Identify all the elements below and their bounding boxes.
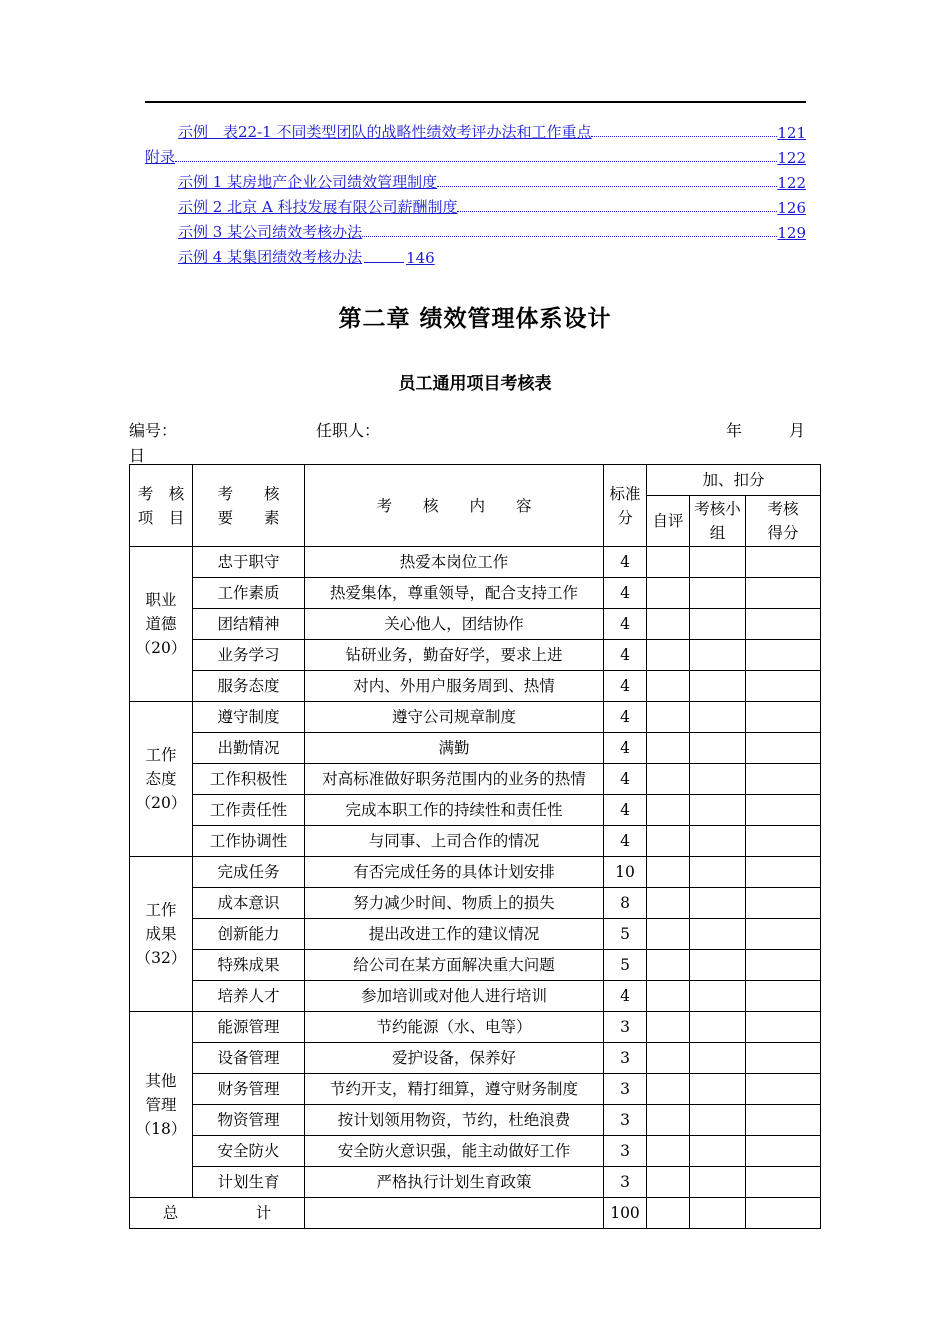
table-row (130, 578, 821, 609)
element-cell: 培养人才 (193, 981, 305, 1012)
standard-score-cell: 4 (604, 764, 647, 795)
standard-score-cell: 4 (604, 609, 647, 640)
category-label: 道德 (145, 615, 177, 633)
final-score-cell[interactable] (746, 609, 821, 640)
header-item: 考 核 项 目 (130, 465, 193, 547)
table-row (130, 1043, 821, 1074)
final-score-cell[interactable] (746, 671, 821, 702)
toc-leader (364, 262, 404, 263)
final-score-cell[interactable] (746, 1012, 821, 1043)
standard-score-cell: 5 (604, 919, 647, 950)
table-row (130, 981, 821, 1012)
group-eval-cell[interactable] (690, 919, 746, 950)
total-content-cell (305, 1198, 604, 1229)
table-row (130, 1012, 821, 1043)
table-row (130, 888, 821, 919)
self-eval-cell[interactable] (647, 888, 690, 919)
table-row (130, 547, 821, 578)
content-cell: 遵守公司规章制度 (305, 702, 604, 733)
category-label: （18） (135, 1119, 187, 1138)
standard-score-cell: 4 (604, 702, 647, 733)
content-cell: 节约开支，精打细算，遵守财务制度 (305, 1074, 604, 1105)
toc-entry[interactable] (145, 167, 806, 192)
toc-entry-label[interactable]: 示例 3 某公司绩效考核办法 (178, 223, 363, 241)
group-eval-cell[interactable] (690, 733, 746, 764)
standard-score-cell: 3 (604, 1043, 647, 1074)
group-eval-cell[interactable] (690, 1043, 746, 1074)
element-cell: 工作积极性 (193, 764, 305, 795)
standard-score-cell: 4 (604, 547, 647, 578)
self-eval-cell[interactable] (647, 1105, 690, 1136)
toc-entry-label[interactable]: 附录 (145, 148, 176, 166)
assessment-table (129, 464, 821, 1229)
self-eval-cell[interactable] (647, 609, 690, 640)
table-row (130, 919, 821, 950)
category-label: 管理 (145, 1095, 177, 1114)
table-row (130, 795, 821, 826)
table-row (130, 640, 821, 671)
element-cell: 业务学习 (193, 640, 305, 671)
self-eval-cell[interactable] (647, 1043, 690, 1074)
header-row (130, 465, 821, 496)
final-score-cell[interactable] (746, 1074, 821, 1105)
toc-entry-label[interactable]: 示例 表22-1 不同类型团队的战略性绩效考评办法和工作重点 (178, 123, 592, 141)
total-score: 100 (604, 1198, 647, 1229)
group-eval-cell[interactable] (690, 1074, 746, 1105)
final-score-cell[interactable] (746, 857, 821, 888)
final-score-cell[interactable] (746, 733, 821, 764)
toc-entry-page[interactable]: 126 (777, 199, 806, 217)
content-cell: 对高标准做好职务范围内的业务的热情 (305, 764, 604, 795)
final-score-cell[interactable] (746, 950, 821, 981)
self-eval-cell[interactable] (647, 547, 690, 578)
category-cell (130, 702, 193, 857)
self-eval-cell[interactable] (647, 764, 690, 795)
content-cell: 按计划领用物资，节约，杜绝浪费 (305, 1105, 604, 1136)
standard-score-cell: 4 (604, 671, 647, 702)
self-eval-cell[interactable] (647, 1074, 690, 1105)
group-eval-cell[interactable] (690, 1167, 746, 1198)
header-self: 自评 (647, 496, 690, 547)
content-cell: 节约能源（水、电等） (305, 1012, 604, 1043)
header-element: 考 核 要 素 (193, 465, 305, 547)
group-eval-cell[interactable] (690, 609, 746, 640)
group-eval-cell[interactable] (690, 640, 746, 671)
total-label: 总 计 (130, 1198, 305, 1229)
header-standard: 标准 分 (604, 465, 647, 547)
total-row (130, 1198, 821, 1229)
content-cell: 努力减少时间、物质上的损失 (305, 888, 604, 919)
final-score-cell[interactable] (746, 1105, 821, 1136)
standard-score-cell: 3 (604, 1012, 647, 1043)
table-row (130, 733, 821, 764)
group-eval-cell[interactable] (690, 578, 746, 609)
standard-score-cell: 10 (604, 857, 647, 888)
toc-entry[interactable] (145, 142, 806, 167)
final-score-cell[interactable] (746, 1167, 821, 1198)
day-label: 日 (129, 446, 146, 465)
self-eval-cell[interactable] (647, 857, 690, 888)
content-cell: 有否完成任务的具体计划安排 (305, 857, 604, 888)
content-cell: 提出改进工作的建议情况 (305, 919, 604, 950)
table-row (130, 826, 821, 857)
final-score-cell[interactable] (746, 547, 821, 578)
year-label: 年 (726, 421, 743, 440)
element-cell: 创新能力 (193, 919, 305, 950)
toc-entry-page[interactable]: 146 (406, 249, 435, 267)
final-score-cell[interactable] (746, 1043, 821, 1074)
header-score: 考核 得分 (746, 496, 821, 547)
person-label: 任职人： (316, 421, 381, 440)
group-eval-cell[interactable] (690, 950, 746, 981)
toc-leader (591, 135, 777, 137)
category-label: 其他 (145, 1071, 177, 1090)
standard-score-cell: 4 (604, 578, 647, 609)
standard-score-cell: 3 (604, 1105, 647, 1136)
final-score-cell[interactable] (746, 888, 821, 919)
self-eval-cell[interactable] (647, 578, 690, 609)
content-cell: 给公司在某方面解决重大问题 (305, 950, 604, 981)
element-cell: 特殊成果 (193, 950, 305, 981)
content-cell: 严格执行计划生育政策 (305, 1167, 604, 1198)
element-cell: 安全防火 (193, 1136, 305, 1167)
self-eval-cell[interactable] (647, 671, 690, 702)
final-score-cell[interactable] (746, 795, 821, 826)
toc-entry-label[interactable]: 示例 1 某房地产企业公司绩效管理制度 (178, 173, 438, 191)
standard-score-cell: 3 (604, 1074, 647, 1105)
group-eval-cell[interactable] (690, 857, 746, 888)
table-row (130, 609, 821, 640)
standard-score-cell: 4 (604, 981, 647, 1012)
standard-score-cell: 4 (604, 826, 647, 857)
standard-score-cell: 4 (604, 733, 647, 764)
toc-leader (457, 210, 777, 212)
self-eval-cell[interactable] (647, 640, 690, 671)
final-score-cell[interactable] (746, 826, 821, 857)
toc-entry-label[interactable]: 示例 2 北京 A 科技发展有限公司薪酬制度 (178, 198, 458, 216)
content-cell: 关心他人，团结协作 (305, 609, 604, 640)
self-eval-cell[interactable] (647, 795, 690, 826)
toc-entry[interactable] (145, 117, 806, 142)
content-cell: 完成本职工作的持续性和责任性 (305, 795, 604, 826)
toc-leader (362, 235, 777, 237)
group-eval-cell[interactable] (690, 764, 746, 795)
content-cell: 安全防火意识强，能主动做好工作 (305, 1136, 604, 1167)
element-cell: 工作素质 (193, 578, 305, 609)
self-eval-cell[interactable] (647, 1167, 690, 1198)
category-cell (130, 857, 193, 1012)
toc-entry-page[interactable]: 121 (777, 124, 806, 142)
final-score-cell[interactable] (746, 919, 821, 950)
toc-entry[interactable] (145, 192, 806, 217)
group-eval-cell[interactable] (690, 1105, 746, 1136)
table-row (130, 1167, 821, 1198)
table-row (130, 950, 821, 981)
element-cell: 忠于职守 (193, 547, 305, 578)
toc-entry-page[interactable]: 122 (777, 149, 806, 167)
self-eval-cell[interactable] (647, 1012, 690, 1043)
content-cell: 对内、外用户服务周到、热情 (305, 671, 604, 702)
category-label: 成果 (145, 925, 177, 943)
self-eval-cell[interactable] (647, 826, 690, 857)
category-cell (130, 547, 193, 702)
toc-entry[interactable] (145, 242, 806, 267)
group-eval-cell[interactable] (690, 981, 746, 1012)
group-eval-cell[interactable] (690, 826, 746, 857)
self-eval-cell[interactable] (647, 1198, 690, 1229)
group-eval-cell[interactable] (690, 888, 746, 919)
month-label: 月 (789, 421, 806, 440)
group-eval-cell[interactable] (690, 1136, 746, 1167)
category-label: （32） (135, 949, 187, 967)
standard-score-cell: 3 (604, 1136, 647, 1167)
group-eval-cell[interactable] (690, 795, 746, 826)
element-cell: 工作责任性 (193, 795, 305, 826)
element-cell: 遵守制度 (193, 702, 305, 733)
element-cell: 出勤情况 (193, 733, 305, 764)
self-eval-cell[interactable] (647, 733, 690, 764)
group-eval-cell[interactable] (690, 1012, 746, 1043)
header-content: 考 核 内 容 (305, 465, 604, 547)
standard-score-cell: 3 (604, 1167, 647, 1198)
final-score-cell[interactable] (746, 1136, 821, 1167)
self-eval-cell[interactable] (647, 950, 690, 981)
toc-entry[interactable] (145, 217, 806, 242)
category-label: 职业 (145, 591, 177, 609)
self-eval-cell[interactable] (647, 1136, 690, 1167)
self-eval-cell[interactable] (647, 981, 690, 1012)
toc-entry-label[interactable]: 示例 4 某集团绩效考核办法 (178, 248, 363, 266)
content-cell: 与同事、上司合作的情况 (305, 826, 604, 857)
element-cell: 团结精神 (193, 609, 305, 640)
category-label: 工作 (145, 901, 177, 919)
table-row (130, 702, 821, 733)
content-cell: 满勤 (305, 733, 604, 764)
element-cell: 财务管理 (193, 1074, 305, 1105)
header-group: 考核小 组 (690, 496, 746, 547)
standard-score-cell: 5 (604, 950, 647, 981)
element-cell: 完成任务 (193, 857, 305, 888)
category-label: 态度 (145, 770, 177, 788)
table-row (130, 1136, 821, 1167)
final-score-cell[interactable] (746, 1198, 821, 1229)
final-score-cell[interactable] (746, 764, 821, 795)
content-cell: 爱护设备，保养好 (305, 1043, 604, 1074)
final-score-cell[interactable] (746, 702, 821, 733)
category-label: （20） (135, 794, 187, 812)
number-label: 编号： (129, 421, 178, 440)
table-row (130, 1074, 821, 1105)
toc-entry-page[interactable]: 122 (777, 174, 806, 192)
top-rule (145, 101, 806, 103)
standard-score-cell: 4 (604, 640, 647, 671)
element-cell: 设备管理 (193, 1043, 305, 1074)
toc-leader (175, 160, 777, 162)
group-eval-cell[interactable] (690, 547, 746, 578)
element-cell: 计划生育 (193, 1167, 305, 1198)
element-cell: 成本意识 (193, 888, 305, 919)
toc-entry-page[interactable]: 129 (777, 224, 806, 242)
group-eval-cell[interactable] (690, 1198, 746, 1229)
self-eval-cell[interactable] (647, 919, 690, 950)
toc-leader (437, 185, 777, 187)
chapter-title: 第二章 绩效管理体系设计 (338, 305, 612, 332)
content-cell: 参加培训或对他人进行培训 (305, 981, 604, 1012)
element-cell: 物资管理 (193, 1105, 305, 1136)
table-row (130, 764, 821, 795)
table-row (130, 857, 821, 888)
standard-score-cell: 8 (604, 888, 647, 919)
standard-score-cell: 4 (604, 795, 647, 826)
table-row (130, 1105, 821, 1136)
self-eval-cell[interactable] (647, 702, 690, 733)
category-label: （20） (135, 639, 187, 657)
final-score-cell[interactable] (746, 578, 821, 609)
final-score-cell[interactable] (746, 981, 821, 1012)
final-score-cell[interactable] (746, 640, 821, 671)
element-cell: 能源管理 (193, 1012, 305, 1043)
content-cell: 热爱本岗位工作 (305, 547, 604, 578)
category-cell (130, 1012, 193, 1198)
group-eval-cell[interactable] (690, 671, 746, 702)
element-cell: 工作协调性 (193, 826, 305, 857)
table-of-contents (145, 117, 806, 267)
content-cell: 热爱集体，尊重领导，配合支持工作 (305, 578, 604, 609)
table-row (130, 671, 821, 702)
element-cell: 服务态度 (193, 671, 305, 702)
category-label: 工作 (145, 746, 177, 764)
group-eval-cell[interactable] (690, 702, 746, 733)
header-adjust: 加、扣分 (647, 465, 821, 496)
table-title: 员工通用项目考核表 (398, 374, 552, 394)
content-cell: 钻研业务，勤奋好学，要求上进 (305, 640, 604, 671)
